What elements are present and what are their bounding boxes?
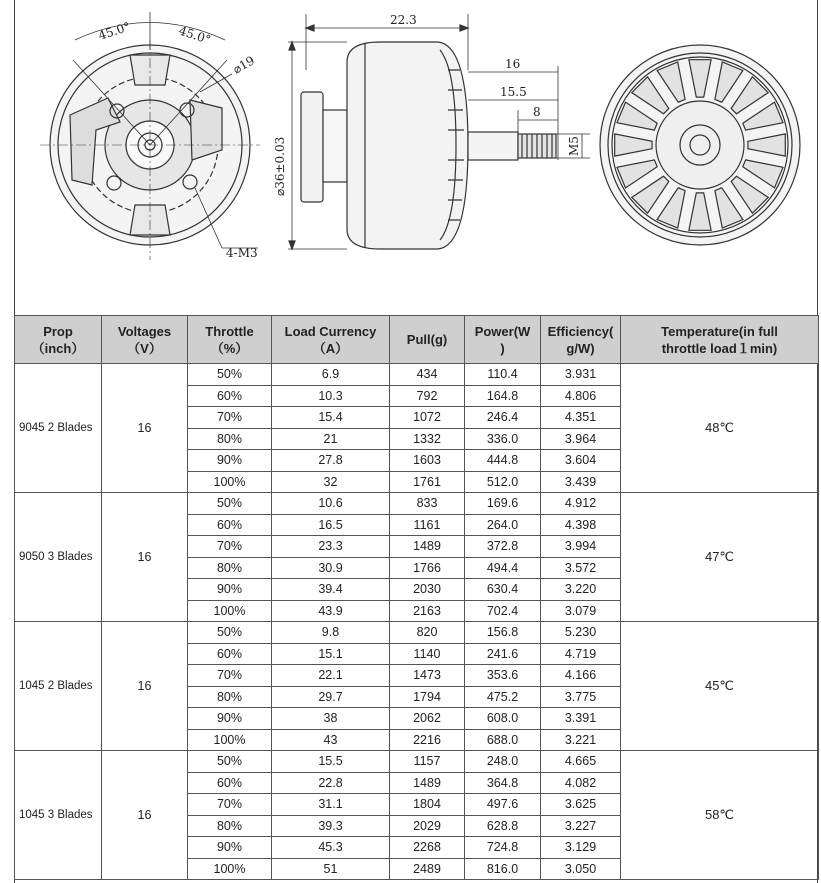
power-cell: 248.0 bbox=[465, 751, 541, 773]
efficiency-cell: 3.572 bbox=[541, 557, 621, 579]
efficiency-cell: 3.129 bbox=[541, 837, 621, 859]
diameter-19-label: ⌀19 bbox=[230, 53, 257, 77]
throttle-cell: 80% bbox=[188, 815, 272, 837]
power-cell: 494.4 bbox=[465, 557, 541, 579]
efficiency-cell: 3.391 bbox=[541, 708, 621, 730]
efficiency-cell: 5.230 bbox=[541, 622, 621, 644]
throttle-cell: 60% bbox=[188, 643, 272, 665]
power-cell: 264.0 bbox=[465, 514, 541, 536]
temperature-cell: 47℃ bbox=[621, 493, 819, 622]
throttle-cell: 60% bbox=[188, 385, 272, 407]
current-cell: 9.8 bbox=[272, 622, 390, 644]
pull-cell: 2216 bbox=[390, 729, 465, 751]
table-row bbox=[15, 622, 819, 644]
pull-cell: 2029 bbox=[390, 815, 465, 837]
power-cell: 628.8 bbox=[465, 815, 541, 837]
prop-cell: 1045 3 Blades bbox=[15, 751, 102, 880]
column-header: Pull(g) bbox=[390, 316, 465, 364]
column-header: Voltages （V） bbox=[102, 316, 188, 364]
power-cell: 156.8 bbox=[465, 622, 541, 644]
temperature-cell: 58℃ bbox=[621, 751, 819, 880]
voltage-cell: 16 bbox=[102, 364, 188, 493]
current-cell: 6.9 bbox=[272, 364, 390, 386]
throttle-cell: 50% bbox=[188, 751, 272, 773]
efficiency-cell: 4.719 bbox=[541, 643, 621, 665]
column-header: Throttle （%） bbox=[188, 316, 272, 364]
power-cell: 475.2 bbox=[465, 686, 541, 708]
efficiency-cell: 4.351 bbox=[541, 407, 621, 429]
angle-left-label: 45.0° bbox=[96, 19, 133, 43]
current-cell: 15.4 bbox=[272, 407, 390, 429]
power-cell: 110.4 bbox=[465, 364, 541, 386]
pull-cell: 1761 bbox=[390, 471, 465, 493]
efficiency-cell: 3.964 bbox=[541, 428, 621, 450]
pull-cell: 1072 bbox=[390, 407, 465, 429]
efficiency-cell: 4.398 bbox=[541, 514, 621, 536]
throttle-cell: 60% bbox=[188, 514, 272, 536]
pull-cell: 792 bbox=[390, 385, 465, 407]
voltage-cell: 16 bbox=[102, 751, 188, 880]
throttle-cell: 70% bbox=[188, 536, 272, 558]
current-cell: 16.5 bbox=[272, 514, 390, 536]
throttle-cell: 50% bbox=[188, 493, 272, 515]
pull-cell: 1332 bbox=[390, 428, 465, 450]
throttle-cell: 50% bbox=[188, 364, 272, 386]
pull-cell: 1157 bbox=[390, 751, 465, 773]
pull-cell: 820 bbox=[390, 622, 465, 644]
column-header: Load Currency （A） bbox=[272, 316, 390, 364]
column-header: Prop （inch） bbox=[15, 316, 102, 364]
current-cell: 15.5 bbox=[272, 751, 390, 773]
efficiency-cell: 4.166 bbox=[541, 665, 621, 687]
pull-cell: 1794 bbox=[390, 686, 465, 708]
current-cell: 27.8 bbox=[272, 450, 390, 472]
pull-cell: 2268 bbox=[390, 837, 465, 859]
current-cell: 32 bbox=[272, 471, 390, 493]
prop-cell: 9050 3 Blades bbox=[15, 493, 102, 622]
current-cell: 51 bbox=[272, 858, 390, 880]
power-cell: 688.0 bbox=[465, 729, 541, 751]
power-cell: 630.4 bbox=[465, 579, 541, 601]
efficiency-cell: 3.625 bbox=[541, 794, 621, 816]
throttle-cell: 100% bbox=[188, 729, 272, 751]
current-cell: 43 bbox=[272, 729, 390, 751]
throttle-cell: 90% bbox=[188, 837, 272, 859]
power-cell: 246.4 bbox=[465, 407, 541, 429]
current-cell: 29.7 bbox=[272, 686, 390, 708]
throttle-cell: 90% bbox=[188, 450, 272, 472]
throttle-cell: 80% bbox=[188, 428, 272, 450]
power-cell: 497.6 bbox=[465, 794, 541, 816]
motor-bottom-view bbox=[40, 12, 260, 260]
current-cell: 30.9 bbox=[272, 557, 390, 579]
current-cell: 39.4 bbox=[272, 579, 390, 601]
efficiency-cell: 3.775 bbox=[541, 686, 621, 708]
efficiency-cell: 3.439 bbox=[541, 471, 621, 493]
column-header: Temperature(in full throttle load１min) bbox=[621, 316, 819, 364]
current-cell: 23.3 bbox=[272, 536, 390, 558]
efficiency-cell: 4.665 bbox=[541, 751, 621, 773]
efficiency-cell: 4.082 bbox=[541, 772, 621, 794]
pull-cell: 1804 bbox=[390, 794, 465, 816]
pull-cell: 1489 bbox=[390, 772, 465, 794]
power-cell: 608.0 bbox=[465, 708, 541, 730]
motor-technical-drawing bbox=[0, 0, 821, 315]
motor-side-view bbox=[288, 14, 590, 249]
current-cell: 22.8 bbox=[272, 772, 390, 794]
efficiency-cell: 3.604 bbox=[541, 450, 621, 472]
length-8-label: 8 bbox=[533, 105, 541, 119]
current-cell: 43.9 bbox=[272, 600, 390, 622]
column-header: Efficiency( g/W) bbox=[541, 316, 621, 364]
table-header-row bbox=[15, 316, 819, 364]
current-cell: 10.3 bbox=[272, 385, 390, 407]
motor-top-view bbox=[600, 45, 800, 245]
efficiency-cell: 3.050 bbox=[541, 858, 621, 880]
throttle-cell: 100% bbox=[188, 600, 272, 622]
pull-cell: 2062 bbox=[390, 708, 465, 730]
efficiency-cell: 4.912 bbox=[541, 493, 621, 515]
voltage-cell: 16 bbox=[102, 493, 188, 622]
current-cell: 22.1 bbox=[272, 665, 390, 687]
power-cell: 169.6 bbox=[465, 493, 541, 515]
temperature-cell: 48℃ bbox=[621, 364, 819, 493]
throttle-cell: 70% bbox=[188, 407, 272, 429]
efficiency-cell: 3.227 bbox=[541, 815, 621, 837]
holes-label: 4-M3 bbox=[226, 246, 258, 260]
power-cell: 724.8 bbox=[465, 837, 541, 859]
pull-cell: 833 bbox=[390, 493, 465, 515]
efficiency-cell: 3.994 bbox=[541, 536, 621, 558]
length-15-label: 15.5 bbox=[500, 85, 527, 99]
efficiency-cell: 3.931 bbox=[541, 364, 621, 386]
efficiency-cell: 3.221 bbox=[541, 729, 621, 751]
efficiency-cell: 3.220 bbox=[541, 579, 621, 601]
power-cell: 702.4 bbox=[465, 600, 541, 622]
column-header: Power(W ) bbox=[465, 316, 541, 364]
efficiency-cell: 4.806 bbox=[541, 385, 621, 407]
pull-cell: 1489 bbox=[390, 536, 465, 558]
performance-table bbox=[14, 315, 819, 880]
temperature-cell: 45℃ bbox=[621, 622, 819, 751]
table-row bbox=[15, 493, 819, 515]
efficiency-cell: 3.079 bbox=[541, 600, 621, 622]
pull-cell: 2030 bbox=[390, 579, 465, 601]
pull-cell: 1603 bbox=[390, 450, 465, 472]
diameter-36-label: ⌀36±0.03 bbox=[273, 136, 287, 196]
voltage-cell: 16 bbox=[102, 622, 188, 751]
table-row bbox=[15, 751, 819, 773]
pull-cell: 2163 bbox=[390, 600, 465, 622]
throttle-cell: 90% bbox=[188, 708, 272, 730]
angle-right-label: 45.0° bbox=[177, 23, 213, 47]
current-cell: 21 bbox=[272, 428, 390, 450]
power-cell: 816.0 bbox=[465, 858, 541, 880]
table-row bbox=[15, 364, 819, 386]
current-cell: 10.6 bbox=[272, 493, 390, 515]
throttle-cell: 100% bbox=[188, 471, 272, 493]
pull-cell: 1140 bbox=[390, 643, 465, 665]
power-cell: 512.0 bbox=[465, 471, 541, 493]
throttle-cell: 90% bbox=[188, 579, 272, 601]
throttle-cell: 70% bbox=[188, 794, 272, 816]
thread-m5-label: M5 bbox=[567, 136, 581, 156]
current-cell: 31.1 bbox=[272, 794, 390, 816]
pull-cell: 2489 bbox=[390, 858, 465, 880]
throttle-cell: 60% bbox=[188, 772, 272, 794]
pull-cell: 1473 bbox=[390, 665, 465, 687]
power-cell: 241.6 bbox=[465, 643, 541, 665]
prop-cell: 9045 2 Blades bbox=[15, 364, 102, 493]
pull-cell: 434 bbox=[390, 364, 465, 386]
power-cell: 336.0 bbox=[465, 428, 541, 450]
power-cell: 372.8 bbox=[465, 536, 541, 558]
power-cell: 364.8 bbox=[465, 772, 541, 794]
length-16-label: 16 bbox=[505, 57, 521, 71]
power-cell: 353.6 bbox=[465, 665, 541, 687]
current-cell: 38 bbox=[272, 708, 390, 730]
current-cell: 39.3 bbox=[272, 815, 390, 837]
throttle-cell: 80% bbox=[188, 686, 272, 708]
width-22-label: 22.3 bbox=[390, 13, 417, 27]
current-cell: 45.3 bbox=[272, 837, 390, 859]
throttle-cell: 50% bbox=[188, 622, 272, 644]
current-cell: 15.1 bbox=[272, 643, 390, 665]
pull-cell: 1766 bbox=[390, 557, 465, 579]
pull-cell: 1161 bbox=[390, 514, 465, 536]
throttle-cell: 70% bbox=[188, 665, 272, 687]
throttle-cell: 80% bbox=[188, 557, 272, 579]
throttle-cell: 100% bbox=[188, 858, 272, 880]
prop-cell: 1045 2 Blades bbox=[15, 622, 102, 751]
power-cell: 444.8 bbox=[465, 450, 541, 472]
power-cell: 164.8 bbox=[465, 385, 541, 407]
